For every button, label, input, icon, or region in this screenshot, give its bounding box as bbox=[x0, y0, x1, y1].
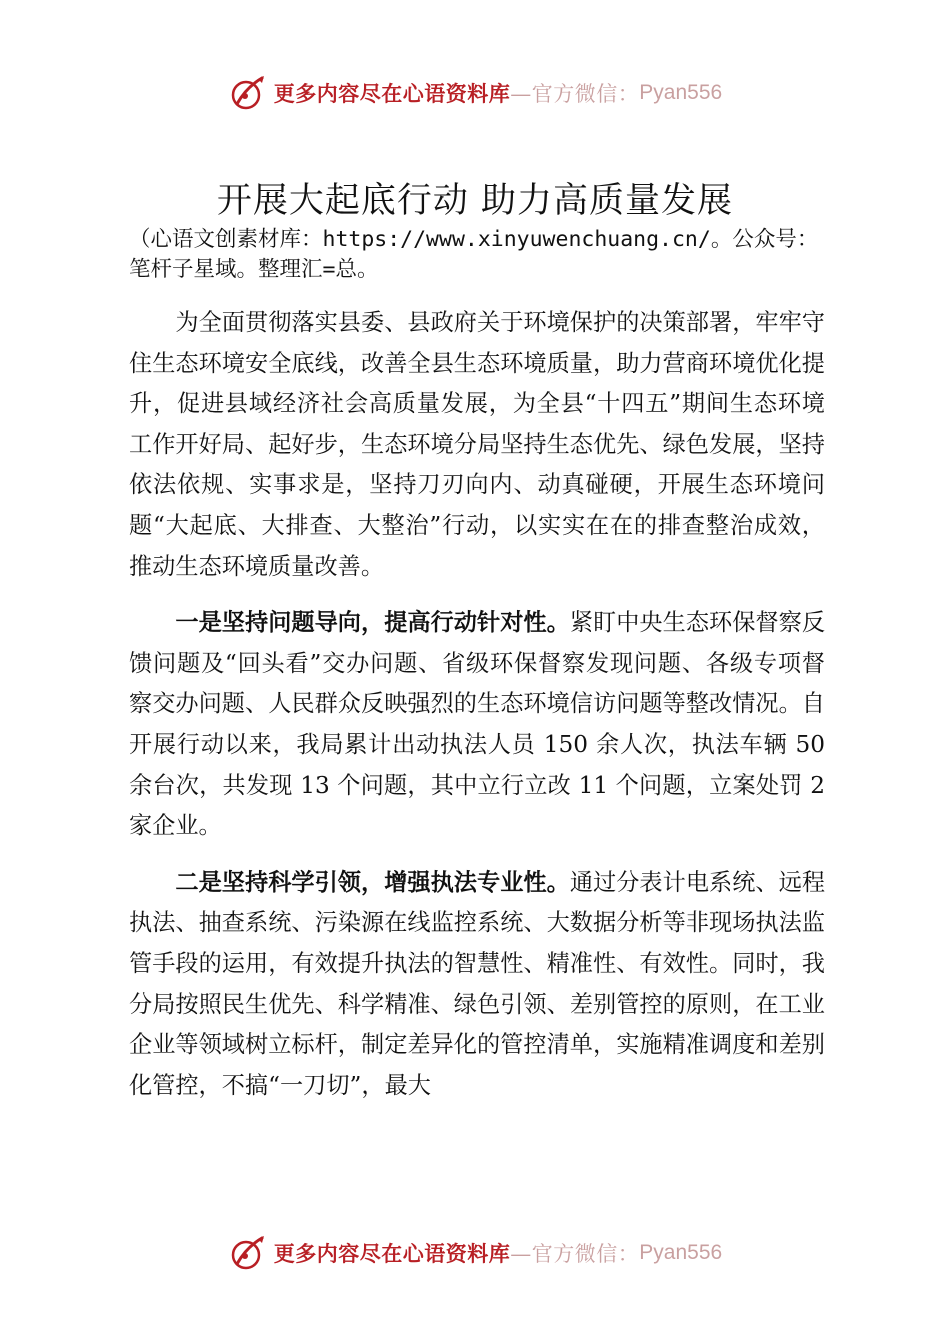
section-2-body: 通过分表计电系统、远程执法、抽查系统、污染源在线监控系统、大数据分析等非现场执法监管手段的运用，有效提升执法的智慧性、精准性、有效性。同时，我分局按照民生优先、科学精准、绿色引领、差别管控的原则，在工业企业等领域树立标杆，制定差异化的管控清单，实施精准调度和差别化管控，不搞“一刀切”，最大 bbox=[129, 868, 826, 1099]
document-title: 开展大起底行动 助力高质量发展 bbox=[216, 181, 734, 221]
watermark-wechat-label: —官方微信： bbox=[510, 1242, 640, 1266]
section-1-body: 紧盯中央生态环保督察反馈问题及“回头看”交办问题、省级环保督察发现问题、各级专项督察交办问题、人民群众反映强烈的生态环境信访问题等整改情况。自开展行动以来，我局累计出动执法人员 150 余人次，执法车辆 50 余台次，共发现 13 个问题，其中立行立改 11 个问题，立案处罚 2 家企业。 bbox=[129, 609, 826, 840]
pen-logo-icon bbox=[228, 73, 268, 113]
section-2-paragraph bbox=[129, 863, 825, 1107]
watermark-promo-text: 更多内容尽在心语资料库 bbox=[273, 1241, 511, 1266]
pen-logo-icon bbox=[228, 1233, 268, 1273]
document-source-note: （心语文创素材库：https://www.xinyuwenchuang.cn/。公众号：笔杆子星域。整理汇=总。 bbox=[129, 227, 819, 282]
section-1-paragraph bbox=[129, 603, 825, 847]
section-2-lead: 二是坚持科学引领，增强执法专业性。 bbox=[175, 868, 570, 896]
section-1-lead: 一是坚持问题导向，提高行动针对性。 bbox=[175, 609, 570, 637]
document-body bbox=[129, 303, 825, 1106]
watermark-wechat-id: Pyan556 bbox=[639, 81, 723, 104]
footer-watermark-banner bbox=[0, 1231, 950, 1275]
intro-paragraph: 为全面贯彻落实县委、县政府关于环境保护的决策部署，牢牢守住生态环境安全底线，改善全县生态环境质量，助力营商环境优化提升，促进县域经济社会高质量发展，为全县“十四五”期间生态环境工作开好局、起好步，生态环境分局坚持生态优先、绿色发展，坚持依法依规、实事求是，坚持刀刃向内、动真碰硬，开展生态环境问题“大起底、大排查、大整治”行动，以实实在在的排查整治成效，推动生态环境质量改善。 bbox=[129, 309, 825, 580]
watermark-promo-text: 更多内容尽在心语资料库 bbox=[273, 81, 511, 106]
watermark-wechat-id: Pyan556 bbox=[639, 1241, 723, 1264]
watermark-wechat-label: —官方微信： bbox=[510, 82, 640, 106]
header-watermark-banner bbox=[0, 71, 950, 115]
